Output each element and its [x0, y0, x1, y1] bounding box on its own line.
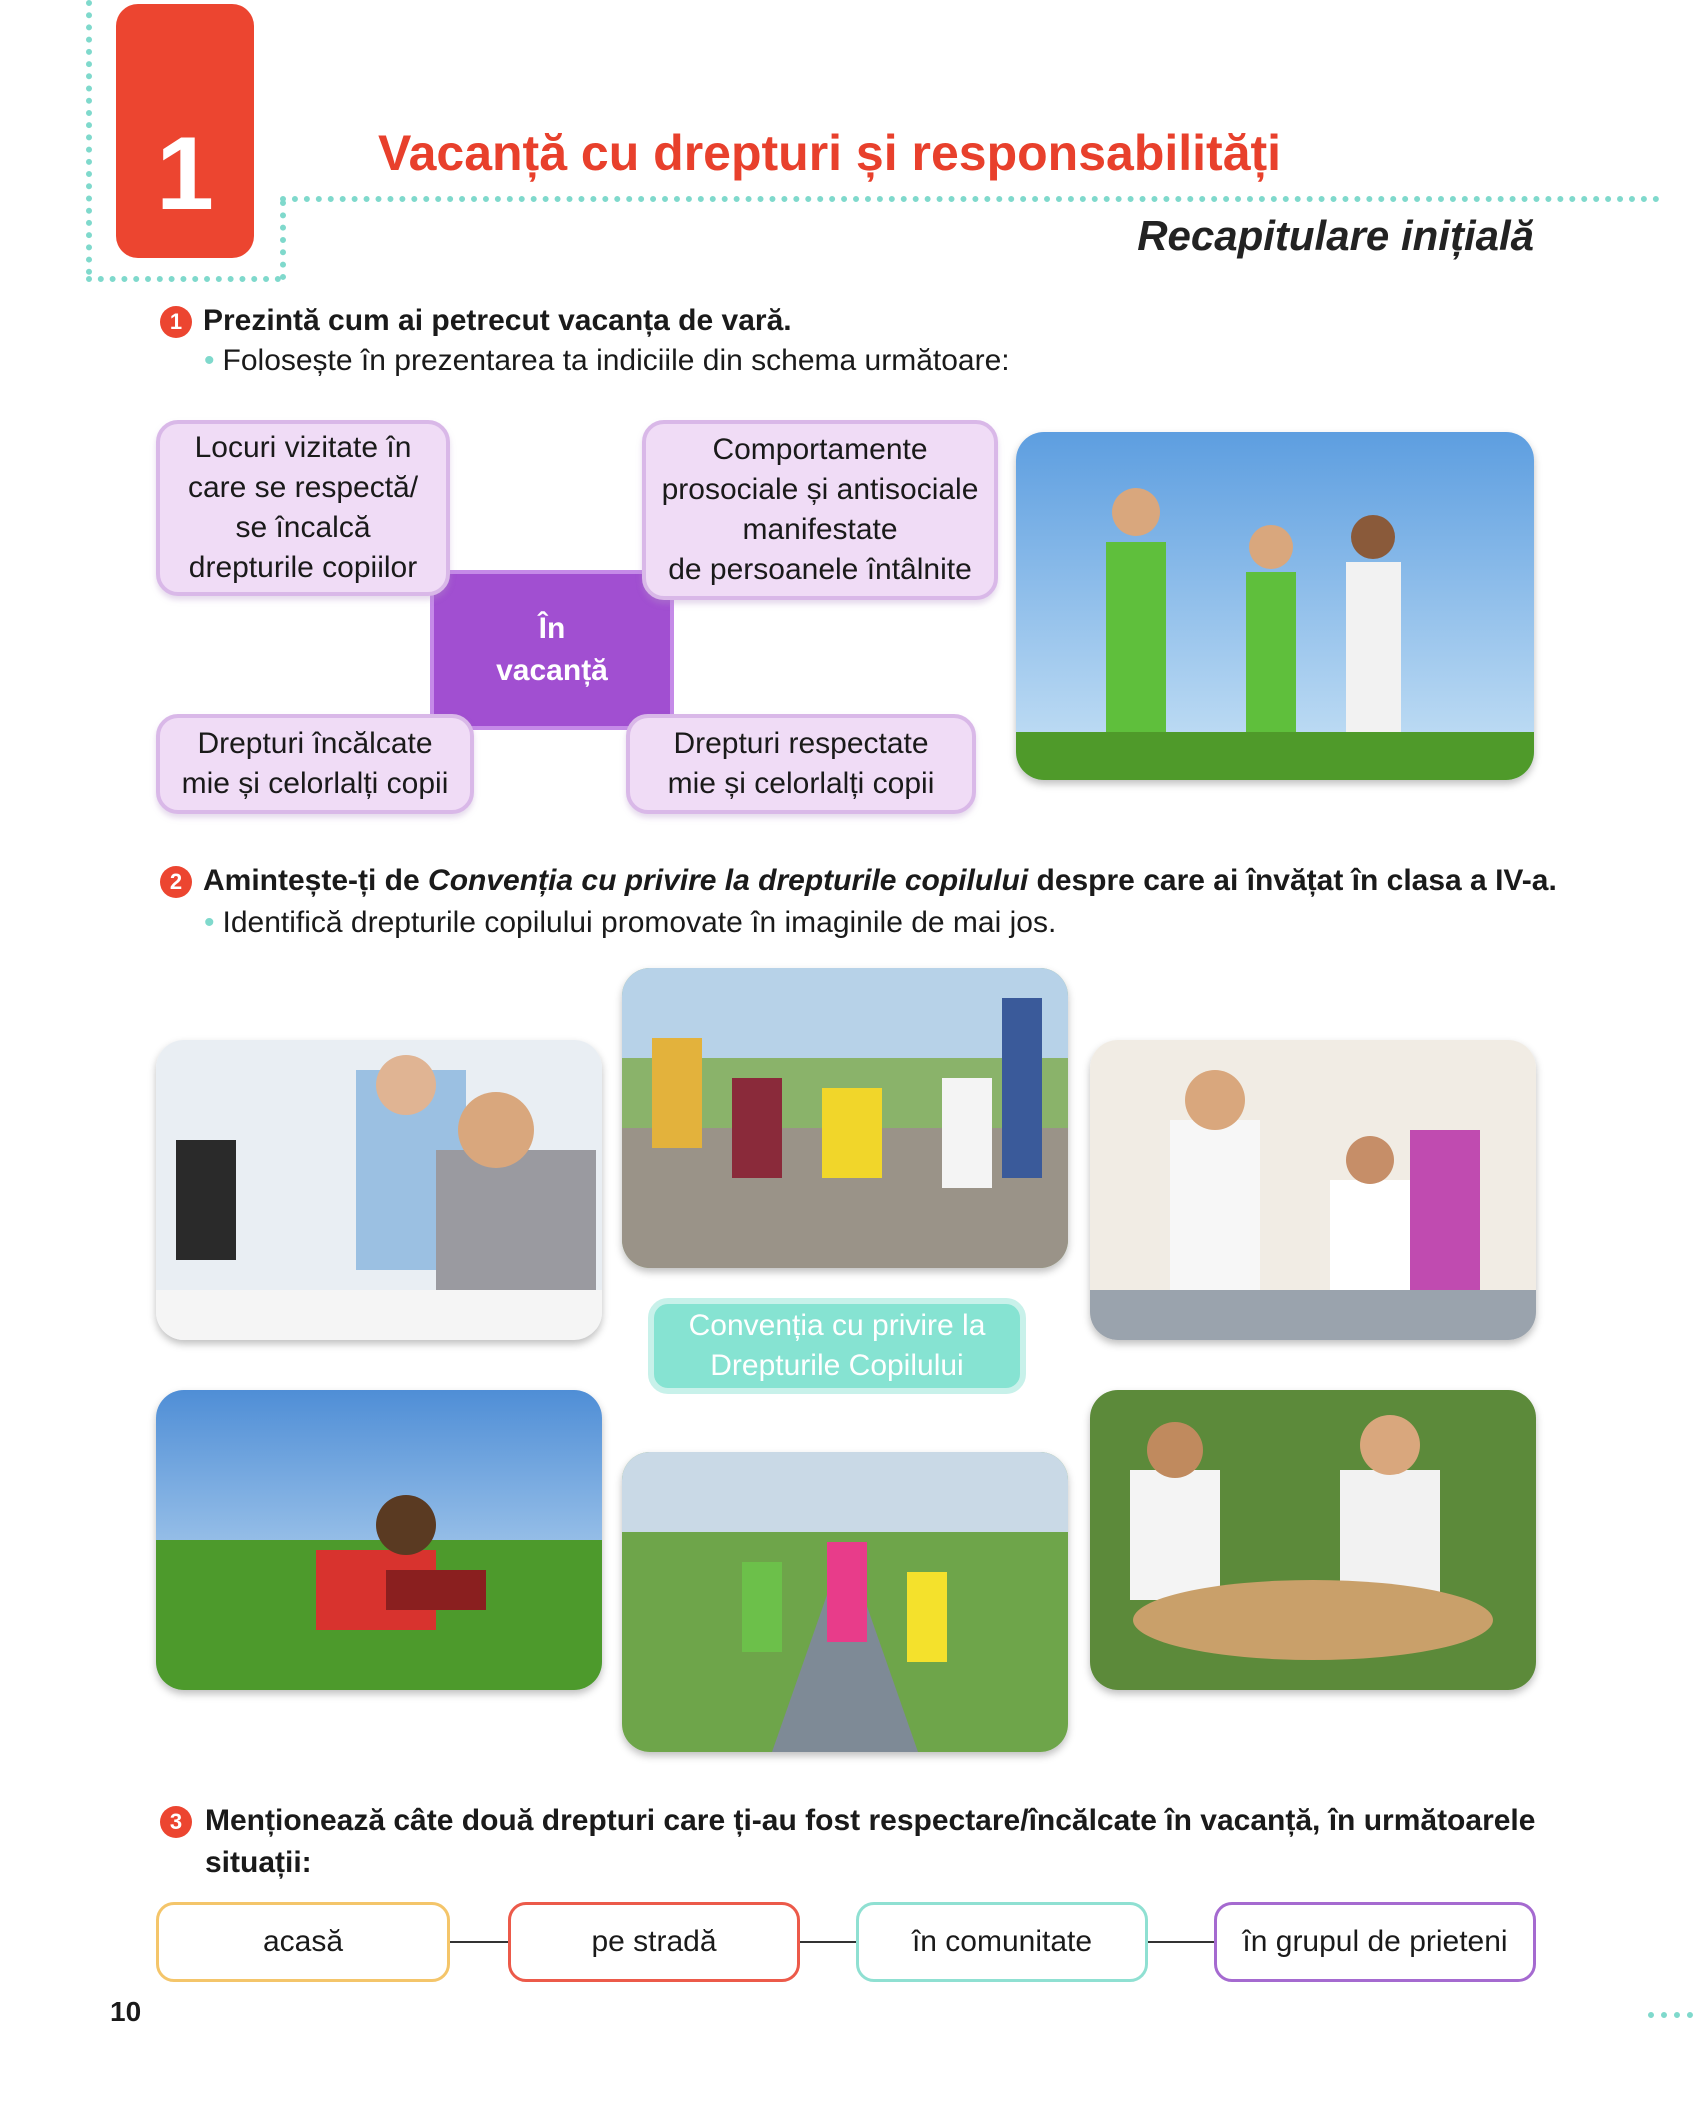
dotted-border-bottom [86, 276, 281, 282]
page-number: 10 [110, 1996, 142, 2027]
bullet-icon: • [204, 906, 215, 939]
situation-box-friends: în grupul de prieteni [1214, 1902, 1536, 1982]
bullet-icon: • [204, 344, 215, 377]
chapter-title: Vacanță cu drepturi și responsabilități [378, 125, 1282, 181]
exercise-2-title-suffix: despre care ai învățat în clasa a IV-a. [1028, 864, 1557, 897]
exercise-1-instruction-text: Folosește în prezentarea ta indiciile din schema următoare: [222, 344, 1010, 377]
situation-box-street: pe stradă [508, 1902, 800, 1982]
exercise-2-instruction-text: Identifică drepturile copilului promovate în imaginile de mai jos. [222, 906, 1057, 939]
dotted-corner-decoration [1648, 2012, 1693, 2018]
exercise-2-number: 2 [160, 866, 192, 898]
situation-box-community: în comunitate [856, 1902, 1148, 1982]
section-subtitle: Recapitulare inițială [1137, 212, 1534, 259]
diagram-box-rights-violated: Drepturi încălcate mie și celorlalți copii [156, 714, 474, 814]
photo-computer-class [156, 1040, 602, 1340]
chapter-number-badge: 1 [116, 4, 254, 258]
exercise-3-title-line2: situații: [205, 1846, 312, 1879]
dotted-border-vertical [86, 0, 98, 275]
connector-line [800, 1941, 858, 1943]
situation-box-home: acasă [156, 1902, 450, 1982]
exercise-2-instruction [204, 906, 1056, 940]
photo-family-meal [1090, 1390, 1536, 1690]
photo-family-cycling [622, 1452, 1068, 1752]
convention-label-box: Convenția cu privire la Drepturile Copilului [648, 1298, 1026, 1394]
exercise-2-title-prefix: Amintește-ți de [203, 864, 429, 897]
dotted-border-step [280, 200, 286, 280]
photo-hikers-mountain [622, 968, 1068, 1268]
photo-girl-reading-grass [156, 1390, 602, 1690]
photo-kids-jumping [1016, 432, 1534, 780]
exercise-2-title [203, 864, 1557, 898]
exercise-1-instruction [204, 344, 1010, 378]
diagram-box-behaviors: Comportamente prosociale și antisociale manifestate de persoanele întâlnite [642, 420, 998, 600]
exercise-1-title: Prezintă cum ai petrecut vacanța de vară. [203, 304, 792, 337]
exercise-3-number: 3 [160, 1806, 192, 1838]
connector-line [1148, 1941, 1216, 1943]
diagram-center-box: În vacanță [430, 570, 674, 730]
exercise-2-title-italic: Convenția cu privire la drepturile copilului [428, 864, 1029, 897]
exercise-1-number: 1 [160, 306, 192, 338]
dotted-title-underline [280, 196, 1660, 202]
connector-line [450, 1941, 508, 1943]
photo-doctor-visit [1090, 1040, 1536, 1340]
diagram-box-rights-respected: Drepturi respectate mie și celorlalți copii [626, 714, 976, 814]
diagram-box-places: Locuri vizitate în care se respectă/ se încalcă drepturile copiilor [156, 420, 450, 596]
exercise-3-title-line1: Menționează câte două drepturi care ți-au fost respectare/încălcate în vacanță, în următoarele [205, 1804, 1536, 1837]
